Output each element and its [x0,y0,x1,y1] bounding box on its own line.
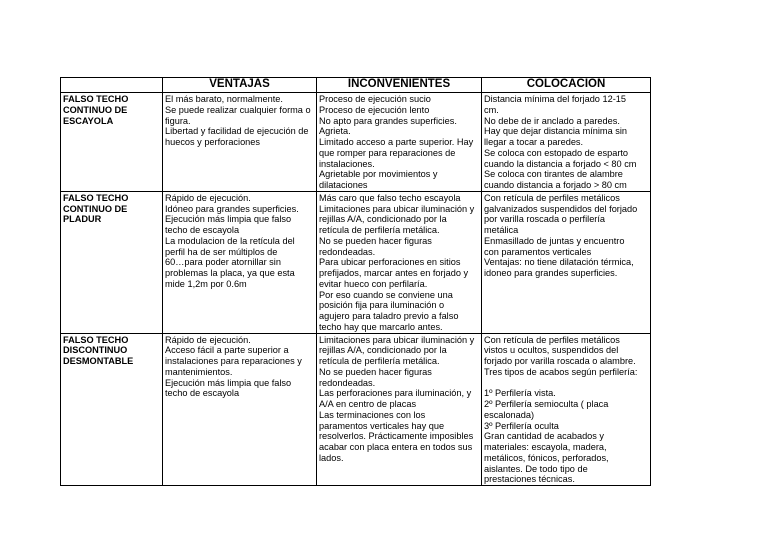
cell-line: Se coloca con tirantes de alambre [484,169,623,180]
cell-line: retícula de perfilería metálica. [319,225,440,235]
cell-line: huecos y perforaciones [165,137,260,147]
cell-line: instalaciones para reparaciones y [165,356,302,366]
cell-line: llegar a tocar a paredes. [484,137,584,147]
cell-line: posición fija para iluminación o [319,300,445,311]
cell-line: mantenimientos. [165,366,233,377]
cell-line: problemas la placa, ya que esta [165,268,295,278]
cell-line: Para ubicar perforaciones en sitios [319,257,461,268]
cell-line: mide 1,2m por 0.6m [165,278,247,289]
table-row [61,93,651,192]
cell-line: Rápido de ejecución. [165,192,251,203]
cell-line: rejillas A/A, condicionado por la [319,345,447,356]
header-inconvenientes: INCONVENIENTES [317,78,482,93]
cell-line: que romper para reparaciones de [319,147,456,158]
cell-line: idoneo para grandes superficies. [484,268,618,278]
cell-line: redondeadas. [319,246,376,257]
cell-line: por varilla roscada o perfilería [484,214,606,225]
cell-line: 1º Perfilería vista. [484,388,556,399]
ventajas-cell [163,93,317,192]
colocacion-cell [482,191,651,333]
cell-line: Proceso de ejecución sucio [319,94,431,104]
colocacion-cell [482,333,651,486]
inconvenientes-cell [317,93,482,192]
cell-line: Se coloca con estopado de esparto [484,147,629,158]
cell-line: Acceso fácil a parte superior a [165,345,289,356]
colocacion-cell [482,93,651,192]
cell-line: aislantes. De todo tipo de [484,463,588,474]
cell-line: escalonada) [484,409,535,420]
cell-line: PLADUR [63,214,102,225]
header-empty [61,78,163,93]
cell-line: vistos u ocultos, suspendidos del [484,345,619,356]
cell-line: galvanizados suspendidos del forjado [484,203,638,214]
cell-line: con paramentos verticales [484,246,592,257]
cell-line: perfil ha de ser múltiplos de [165,246,278,257]
cell-line: evitar hueco con perfilaría. [319,278,428,289]
cell-line: Ventajas: no tiene dilatación térmica, [484,257,634,268]
cell-line: instalaciones. [319,158,375,169]
cell-line: Libertad y facilidad de ejecución de [165,126,309,137]
cell-line: redondeadas. [319,377,376,388]
row-label [61,333,163,486]
cell-line: agujero para taladro previo a falso [319,311,459,321]
ventajas-cell [163,191,317,333]
cell-line: FALSO TECHO [63,334,129,345]
cell-line: Hay que dejar distancia mínima sin [484,126,627,137]
cell-line: No se pueden hacer figuras [319,366,432,377]
cell-line: Rápido de ejecución. [165,334,251,345]
comparison-table [60,77,651,486]
cell-line: Las terminaciones con los [319,409,426,420]
cell-line: acabar con placa entera en todos sus [319,442,473,452]
cell-line: retícula de perfilería metálica. [319,356,440,366]
cell-line: figura. [165,115,191,126]
cell-line: techo hay que marcarlo antes. [319,321,443,332]
cell-line [484,378,648,389]
cell-line: 2º Perfilería semioculta ( placa [484,399,609,409]
cell-line: Distancia mínima del forjado 12-15 [484,94,626,104]
cell-line: No debe de ir anclado a paredes. [484,115,620,126]
cell-line: DISCONTINUO [63,345,128,356]
cell-line: Ejecución más limpia que falso [165,377,292,388]
cell-line: cuando distancia a forjado > 80 cm [484,180,627,190]
cell-line: No se pueden hacer figuras [319,235,432,246]
cell-line: Tres tipos de acabos según perfilería: [484,366,638,377]
cell-line: Limitado acceso a parte superior. Hay [319,137,474,147]
cell-line: techo de escayola [165,388,240,399]
cell-line: Limitaciones para ubicar iluminación y [319,334,475,345]
table-row [61,191,651,333]
cell-line: FALSO TECHO [63,94,129,104]
cell-line: CONTINUO DE [63,104,128,115]
cell-line: cuando la distancia a forjado < 80 cm [484,158,637,169]
cell-line: prestaciones técnicas. [484,474,575,485]
cell-line: Agrietable por movimientos y [319,169,438,180]
header-row [61,78,651,93]
cell-line: Limitaciones para ubicar iluminación y [319,203,475,214]
cell-line: A/A en centro de placas [319,399,417,409]
inconvenientes-cell [317,333,482,486]
cell-line: Enmasillado de juntas y encuentro [484,235,625,246]
cell-line: forjado por varilla roscada o alambre. [484,356,636,366]
cell-line: 3º Perfilería oculta [484,420,559,431]
cell-line: Agrieta. [319,126,351,137]
cell-line: Ejecución más limpia que falso [165,214,292,225]
header-ventajas: VENTAJAS [163,78,317,93]
header-colocacion: COLOCACIÓN [482,78,651,93]
cell-line: prefijados, marcar antes en forjado y [319,268,469,278]
cell-line: Más caro que falso techo escayola [319,192,461,203]
cell-line: La modulacion de la retícula del [165,235,295,246]
cell-line: Gran cantidad de acabados y [484,431,605,442]
table-row [61,333,651,486]
ventajas-cell [163,333,317,486]
cell-line: El más barato, normalmente. [165,94,283,104]
cell-line: Por eso cuando se conviene una [319,289,453,300]
cell-line: metálicos, fónicos, perforados, [484,452,609,463]
inconvenientes-cell [317,191,482,333]
cell-line: Las perforaciones para iluminación, y [319,388,472,399]
cell-line: Idóneo para grandes superficies. [165,203,299,214]
cell-line: rejillas A/A, condicionado por la [319,214,447,225]
cell-line: lados. [319,452,344,463]
cell-line: Con retícula de perfiles metálicos [484,334,620,345]
cell-line: No apto para grandes superficies. [319,115,457,126]
cell-line: 60…para poder atornillar sin [165,257,281,268]
cell-line: materiales: escayola, madera, [484,442,607,452]
row-label [61,93,163,192]
cell-line: CONTINUO DE [63,203,128,214]
cell-line: FALSO TECHO [63,192,129,203]
cell-line: Se puede realizar cualquier forma o [165,104,311,115]
cell-line: DESMONTABLE [63,356,134,366]
cell-line: dilataciones [319,180,368,190]
cell-line: metálica [484,225,519,235]
cell-line: Proceso de ejecución lento [319,104,430,115]
cell-line: Con retícula de perfiles metálicos [484,192,620,203]
row-label [61,191,163,333]
cell-line: paramentos verticales hay que [319,420,445,431]
cell-line: techo de escayola [165,225,240,235]
cell-line: resolverlos. Prácticamente imposibles [319,431,474,442]
cell-line: cm. [484,104,499,115]
cell-line: ESCAYOLA [63,115,114,126]
